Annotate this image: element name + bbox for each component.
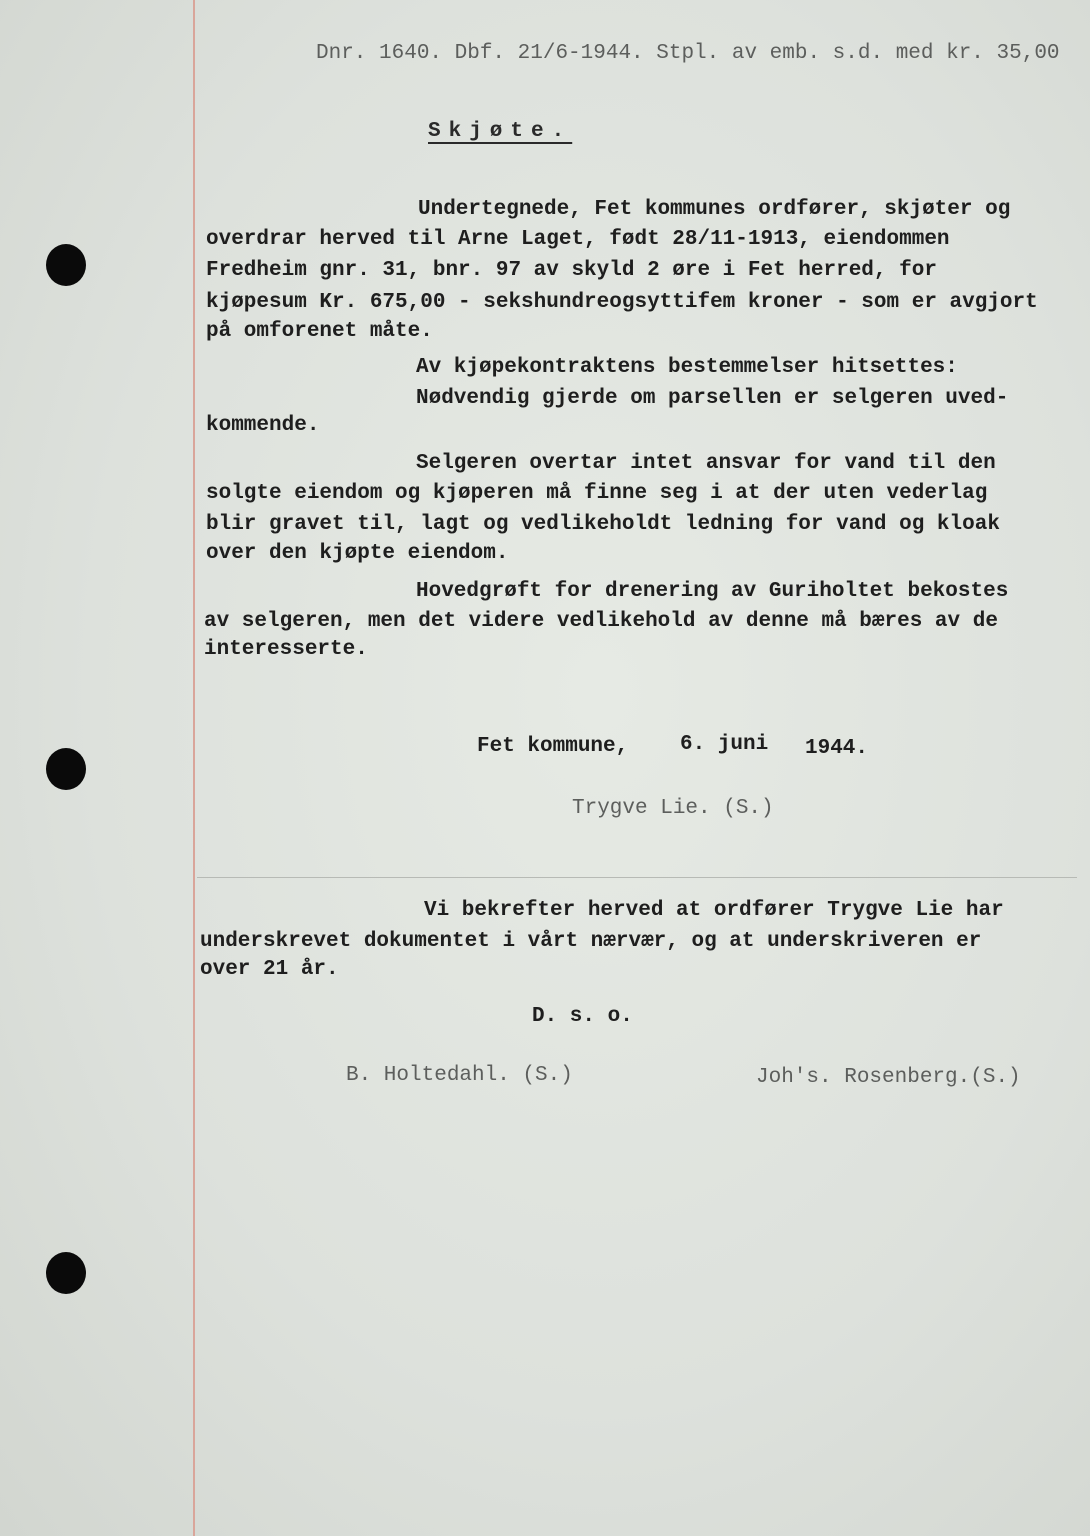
deed-line: på omforenet måte. <box>206 320 433 343</box>
deed-line: Fredheim gnr. 31, bnr. 97 av skyld 2 øre i Fet herred, for <box>206 259 937 282</box>
witness-signature: B. Holtedahl. (S.) <box>346 1064 573 1087</box>
deed-line: av selgeren, men det videre vedlikehold av denne må bæres av de <box>204 610 998 633</box>
section-divider <box>197 877 1077 878</box>
deed-line: Selgeren overtar intet ansvar for vand til den <box>416 452 996 475</box>
punch-hole <box>46 244 86 286</box>
signatory: Trygve Lie. (S.) <box>572 797 774 820</box>
deed-line: overdrar herved til Arne Laget, født 28/11-1913, eiendommen <box>206 228 950 251</box>
punch-hole <box>46 1252 86 1294</box>
registration-header: Dnr. 1640. Dbf. 21/6-1944. Stpl. av emb. s.d. med kr. 35,00 <box>316 42 1060 65</box>
attest-line: Vi bekrefter herved at ordfører Trygve Lie har <box>424 899 1004 922</box>
deed-line: Nødvendig gjerde om parsellen er selgeren uved- <box>416 387 1009 410</box>
margin-rule <box>193 0 195 1536</box>
date-day: 6. juni <box>680 733 769 756</box>
deed-line: Hovedgrøft for drenering av Guriholtet bekostes <box>416 580 1009 603</box>
deed-line: Av kjøpekontraktens bestemmelser hitsettes: <box>416 356 958 379</box>
deed-line: blir gravet til, lagt og vedlikeholdt ledning for vand og kloak <box>206 513 1000 536</box>
deed-line: interesserte. <box>204 638 368 661</box>
document-title: Skjøte. <box>428 120 573 143</box>
deed-line: solgte eiendom og kjøperen må finne seg i at der uten vederlag <box>206 482 988 505</box>
attest-line: underskrevet dokumentet i vårt nærvær, og at underskriveren er <box>200 930 982 953</box>
place: Fet kommune, <box>477 735 629 758</box>
dso-mark: D. s. o. <box>532 1005 633 1028</box>
punch-hole <box>46 748 86 790</box>
deed-line: kommende. <box>206 414 320 437</box>
deed-line: kjøpesum Kr. 675,00 - sekshundreogsyttifem kroner - som er avgjort <box>206 291 1038 314</box>
deed-line: over den kjøpte eiendom. <box>206 542 509 565</box>
date-year: 1944. <box>805 737 869 760</box>
witness-signature: Joh's. Rosenberg.(S.) <box>756 1066 1021 1089</box>
deed-line: Undertegnede, Fet kommunes ordfører, skjøter og <box>418 198 1011 221</box>
attest-line: over 21 år. <box>200 958 339 981</box>
